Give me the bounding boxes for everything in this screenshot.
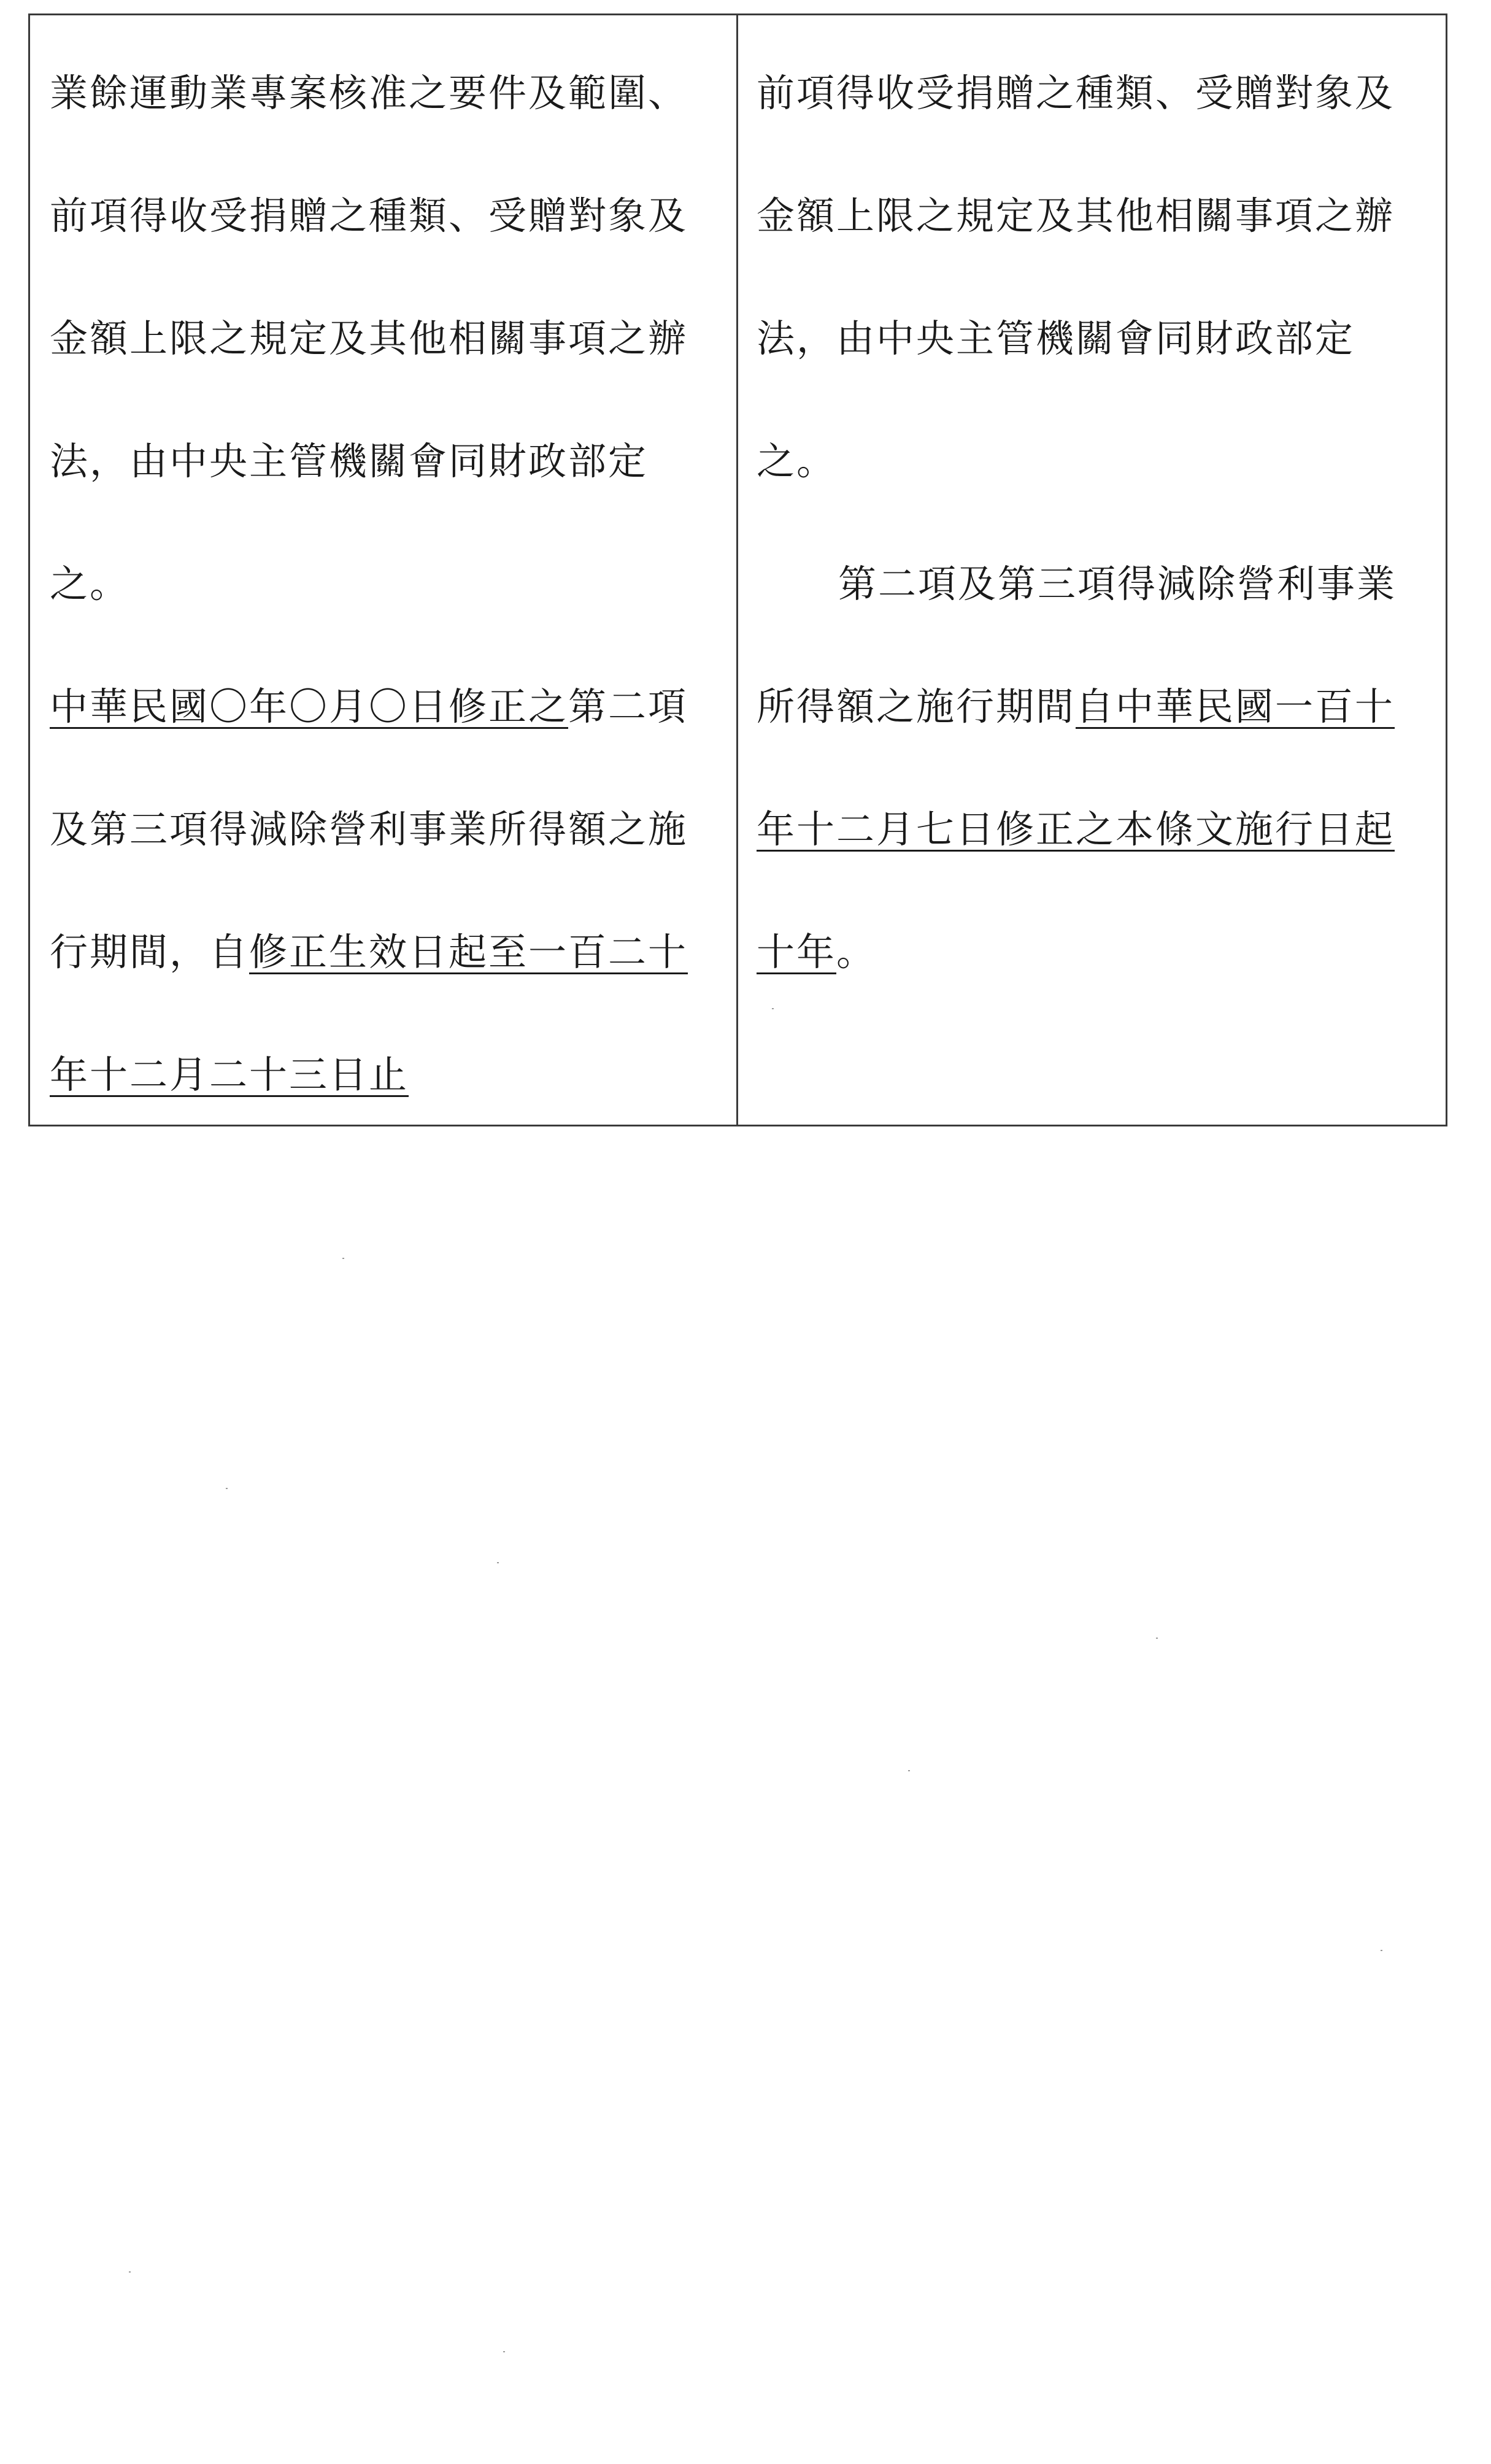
left-line-3: 金額上限之規定及其他相關事項之辦 [50,316,688,361]
right-line-1: 前項得收受捐贈之種類、受贈對象及 [757,71,1395,115]
scan-speck [497,1562,499,1563]
right-paragraph-line-4 [757,930,877,974]
paragraph-end: 。 [836,930,877,974]
left-line-1: 業餘運動業專案核准之要件及範圍、 [50,71,688,115]
underlined-duration: 十年 [757,930,837,974]
underlined-effective-clause: 年十二月七日修正之本條文施行日起 [757,807,1395,852]
left-amendment-line-1 [50,684,688,729]
amendment-text: 第二項 [568,684,688,729]
right-line-2: 金額上限之規定及其他相關事項之辦 [757,193,1395,238]
underlined-amendment-date: 中華民國〇年〇月〇日修正之 [50,684,569,729]
scan-speck [342,1258,344,1259]
right-line-3: 法，由中央主管機關會同財政部定 [757,316,1355,361]
scan-speck [503,2351,505,2352]
comparison-table [28,13,1447,1126]
left-line-2: 前項得收受捐贈之種類、受贈對象及 [50,193,688,238]
left-line-4: 法，由中央主管機關會同財政部定 [50,439,649,483]
current-text-column [738,15,1446,1125]
scan-speck [1381,1950,1382,1951]
right-paragraph-line-2 [757,684,1395,729]
scan-speck [908,1770,910,1771]
scan-speck [772,1008,774,1009]
scan-speck [129,2271,131,2273]
right-paragraph-line-1: 第二項及第三項得減除營利事業 [838,561,1397,606]
underlined-date: 自中華民國一百十 [1076,684,1395,729]
right-paragraph-line-3 [757,807,1395,852]
amended-text-column [30,15,738,1125]
left-amendment-line-3 [50,930,688,974]
right-line-4: 之。 [757,439,837,483]
left-line-5: 之。 [50,561,130,606]
left-amendment-line-2: 及第三項得減除營利事業所得額之施 [50,807,688,852]
amendment-text: 行期間，自 [50,930,250,974]
underlined-effective-period: 修正生效日起至一百二十 [249,930,688,974]
scan-speck [226,1488,228,1489]
left-amendment-line-4 [50,1052,409,1097]
underlined-end-date: 年十二月二十三日止 [50,1052,409,1097]
scan-speck [1156,1638,1158,1639]
paragraph-text: 所得額之施行期間 [757,684,1076,729]
